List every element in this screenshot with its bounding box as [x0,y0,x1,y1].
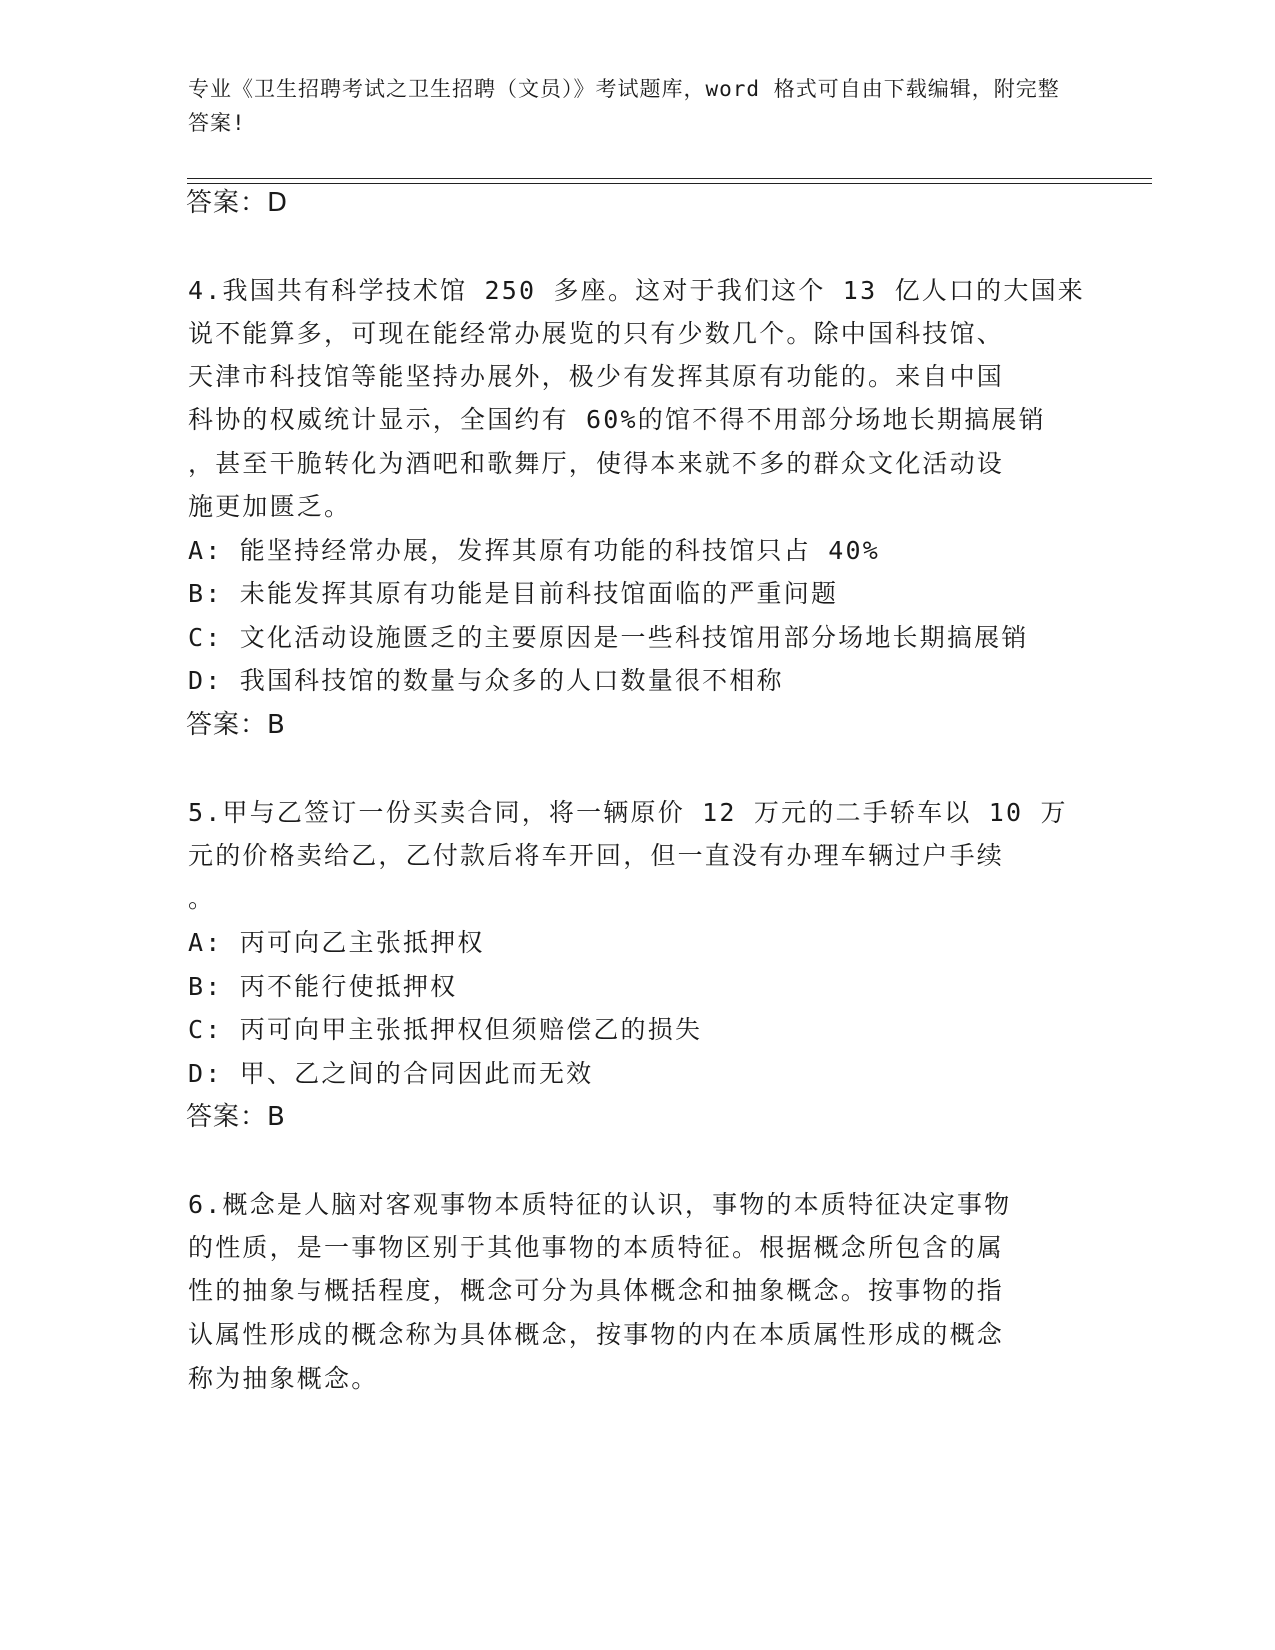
q4-option-b: B: 未能发挥其原有功能是目前科技馆面临的严重问题 [188,579,839,608]
q4-answer: 答案：B [186,710,286,740]
q5-line-3: 。 [188,884,216,913]
q5-line-2: 元的价格卖给乙，乙付款后将车开回，但一直没有办理车辆过户手续 [188,841,1005,870]
q4-option-a: A: 能坚持经常办展，发挥其原有功能的科技馆只占 40% [188,536,880,565]
q6-line-5: 称为抽象概念。 [188,1364,379,1393]
page-header: 专业《卫生招聘考试之卫生招聘（文员）》考试题库，word 格式可自由下载编辑，附完整答案! [188,77,1060,135]
header-rule-top [187,178,1152,179]
q4-line-5: ，甚至干脆转化为酒吧和歌舞厅，使得本来就不多的群众文化活动设 [188,449,1005,478]
q6-line-4: 认属性形成的概念称为具体概念，按事物的内在本质属性形成的概念 [188,1320,1005,1349]
header-rule-bottom [187,183,1152,184]
q5-option-a: A: 丙可向乙主张抵押权 [188,928,485,957]
q5-option-d: D: 甲、乙之间的合同因此而无效 [188,1059,594,1088]
q4-line-6: 施更加匮乏。 [188,492,352,521]
q6-line-3: 性的抽象与概括程度，概念可分为具体概念和抽象概念。按事物的指 [188,1276,1005,1305]
q4-line-3: 天津市科技馆等能坚持办展外，极少有发挥其原有功能的。来自中国 [188,362,1005,391]
q4-line-4: 科协的权威统计显示，全国约有 60%的馆不得不用部分场地长期搞展销 [188,405,1046,434]
q6-line-1: 6.概念是人脑对客观事物本质特征的认识，事物的本质特征决定事物 [188,1190,1012,1219]
q5-option-b: B: 丙不能行使抵押权 [188,972,458,1001]
q4-option-c: C: 文化活动设施匮乏的主要原因是一些科技馆用部分场地长期搞展销 [188,623,1029,652]
q5-option-c: C: 丙可向甲主张抵押权但须赔偿乙的损失 [188,1015,703,1044]
q4-line-2: 说不能算多，可现在能经常办展览的只有少数几个。除中国科技馆、 [188,319,1005,348]
q5-answer: 答案：B [186,1102,286,1132]
q6-line-2: 的性质，是一事物区别于其他事物的本质特征。根据概念所包含的属 [188,1233,1005,1262]
previous-answer: 答案：D [186,188,289,218]
q4-option-d: D: 我国科技馆的数量与众多的人口数量很不相称 [188,666,784,695]
q4-line-1: 4.我国共有科学技术馆 250 多座。这对于我们这个 13 亿人口的大国来 [188,276,1085,305]
q5-line-1: 5.甲与乙签订一份买卖合同，将一辆原价 12 万元的二手轿车以 10 万 [188,798,1068,827]
